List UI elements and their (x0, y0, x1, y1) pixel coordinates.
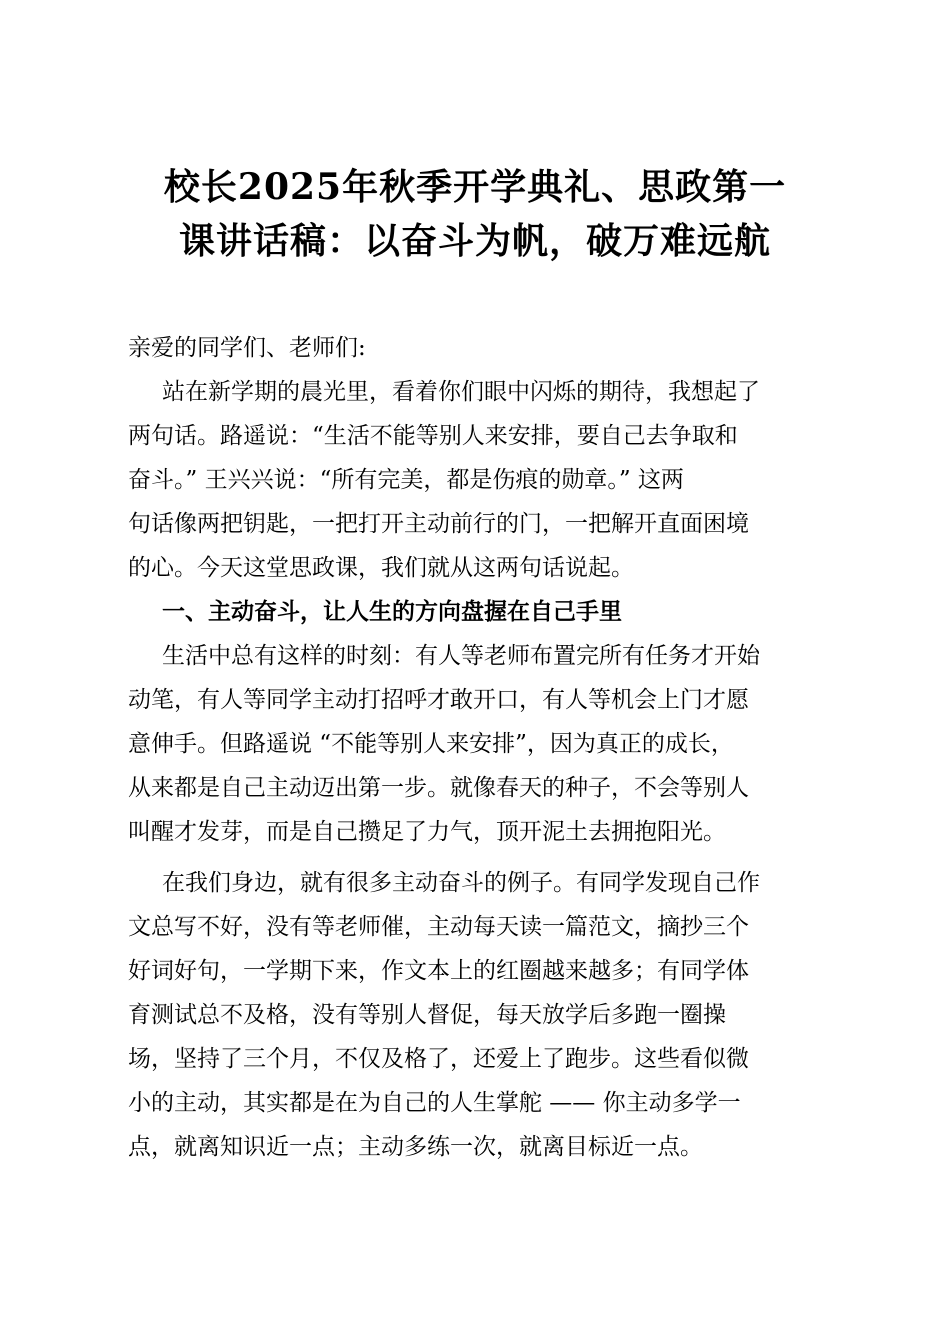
title-line: 课讲话稿：以奋斗为帆，破万难远航 (178, 220, 771, 262)
paragraph-body (128, 861, 828, 1169)
document-title (0, 160, 950, 268)
title-line: 校长2025年秋季开学典礼、思政第一 (163, 166, 787, 208)
paragraph-line: 意伸手。但路遥说 “不能等别人来安排”，因为真正的成长， (128, 731, 734, 757)
paragraph-line: 场，坚持了三个月，不仅及格了，还爱上了跑步。这些看似微 (128, 1046, 749, 1072)
paragraph-line: 点，就离知识近一点；主动多练一次，就离目标近一点。 (128, 1134, 703, 1160)
section-heading: 一、主动奋斗，让人生的方向盘握在自己手里 (162, 599, 622, 625)
paragraph-line: 句话像两把钥匙，一把打开主动前行的门，一把解开直面困境 (128, 511, 749, 537)
paragraph-line: 好词好句，一学期下来，作文本上的红圈越来越多；有同学体 (128, 958, 749, 984)
paragraph-line: 小的主动，其实都是在为自己的人生掌舵 —— 你主动多学一 (128, 1090, 741, 1116)
paragraph-line: 奋斗。” 王兴兴说：“所有完美，都是伤痕的勋章。” 这两 (128, 467, 684, 493)
salutation: 亲爱的同学们、老师们: (128, 335, 366, 361)
paragraph-line: 育测试总不及格，没有等别人督促，每天放学后多跑一圈操 (128, 1002, 726, 1028)
paragraph-line: 叫醒才发芽，而是自己攒足了力气，顶开泥土去拥抱阳光。 (128, 819, 726, 845)
paragraph-line: 从来都是自己主动迈出第一步。就像春天的种子，不会等别人 (128, 775, 749, 801)
paragraph-body (128, 634, 828, 854)
paragraph-line: 生活中总有这样的时刻：有人等老师布置完所有任务才开始 (162, 643, 760, 669)
document-body (128, 326, 828, 1169)
paragraph-line: 在我们身边，就有很多主动奋斗的例子。有同学发现自己作 (162, 870, 760, 896)
paragraph-line: 动笔，有人等同学主动打招呼才敢开口，有人等机会上门才愿 (128, 687, 749, 713)
paragraph-line: 的心。今天这堂思政课，我们就从这两句话说起。 (128, 555, 634, 581)
paragraph-line: 站在新学期的晨光里，看着你们眼中闪烁的期待，我想起了 (162, 379, 760, 405)
paragraph-line: 两句话。路遥说：“生活不能等别人来安排，要自己去争取和 (128, 423, 738, 449)
paragraph-line: 文总写不好，没有等老师催，主动每天读一篇范文，摘抄三个 (128, 914, 749, 940)
paragraph-intro (128, 370, 828, 590)
